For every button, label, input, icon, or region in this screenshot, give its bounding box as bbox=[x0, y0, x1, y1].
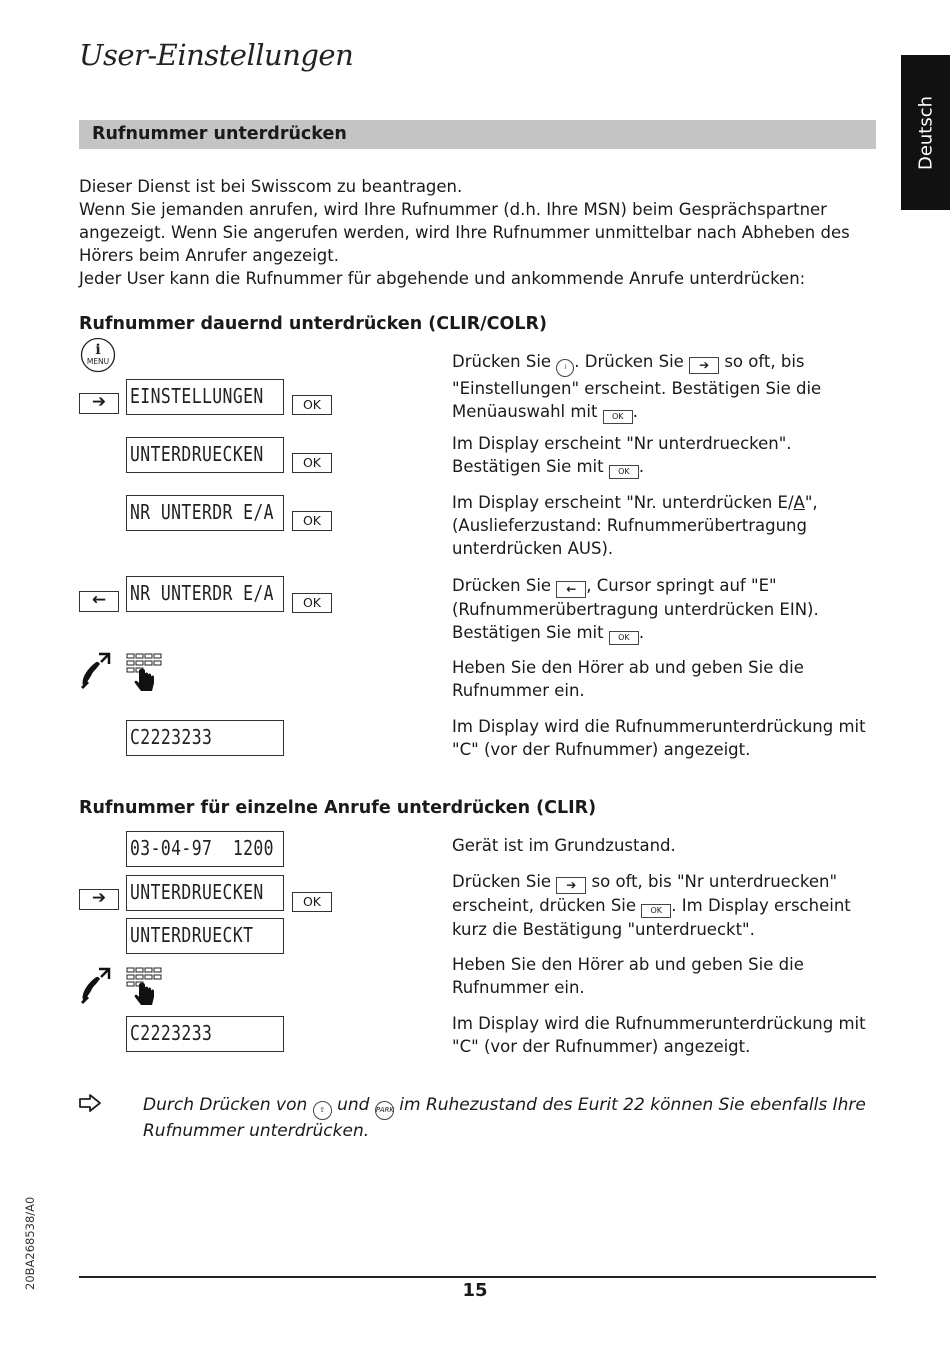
left-arrow-key-icon: ← bbox=[556, 581, 586, 598]
step-line: Menüauswahl mit OK . bbox=[452, 400, 882, 424]
note-hand-pointer-icon bbox=[78, 1093, 102, 1113]
menu-key-icon bbox=[80, 337, 116, 373]
lcd-text: UNTERDRUECKEN bbox=[130, 442, 264, 466]
document-code: 20BA268538/A0 bbox=[23, 1196, 37, 1290]
step-line: Im Display wird die Rufnummerunterdrückung mit bbox=[452, 717, 866, 736]
handset-lift-icon bbox=[79, 651, 115, 691]
step-description bbox=[452, 350, 882, 424]
svg-text:i: i bbox=[95, 342, 101, 358]
page-title: User-Einstellungen bbox=[79, 38, 354, 72]
step-line: unterdrücken AUS). bbox=[452, 539, 614, 558]
intro-line: Dieser Dienst ist bei Swisscom zu beantragen. bbox=[79, 177, 463, 196]
step-line: Im Display erscheint "Nr unterdruecken". bbox=[452, 434, 792, 453]
note-line: Durch Drücken von ⇧ und PARK im Ruhezustand des Eurit 22 können Sie ebenfalls Ihre bbox=[143, 1094, 883, 1120]
section-heading-bar bbox=[79, 120, 876, 149]
step-line: (Auslieferzustand: Rufnummerübertragung bbox=[452, 516, 807, 535]
page-number: 15 bbox=[462, 1280, 488, 1301]
footer-divider bbox=[79, 1276, 876, 1278]
lcd-text: EINSTELLUNGEN bbox=[130, 384, 264, 408]
step-line: kurz die Bestätigung "unterdrueckt". bbox=[452, 920, 755, 939]
right-arrow-key[interactable]: ➔ bbox=[79, 393, 119, 414]
lcd-display bbox=[126, 437, 284, 473]
step-line: erscheint, drücken Sie OK . Im Display erscheint bbox=[452, 894, 882, 918]
handset-lift-icon bbox=[79, 966, 115, 1006]
step-description bbox=[452, 432, 882, 479]
svg-text:MENU: MENU bbox=[86, 357, 110, 366]
ok-key-icon: OK bbox=[641, 904, 671, 918]
step-line: "C" (vor der Rufnummer) angezeigt. bbox=[452, 740, 751, 759]
step-description bbox=[452, 953, 882, 999]
step-description bbox=[452, 715, 882, 761]
up-arrow-key-icon: ⇧ bbox=[313, 1101, 332, 1120]
park-key-icon: PARK bbox=[375, 1101, 394, 1120]
right-arrow-key[interactable]: ➔ bbox=[79, 889, 119, 910]
intro-line: Wenn Sie jemanden anrufen, wird Ihre Rufnummer (d.h. Ihre MSN) beim Gesprächspartner bbox=[79, 200, 827, 219]
right-arrow-key-icon: ➔ bbox=[556, 877, 586, 894]
ok-key[interactable]: OK bbox=[292, 511, 332, 531]
subheading-clir: Rufnummer für einzelne Anrufe unterdrücken (CLIR) bbox=[79, 798, 597, 818]
intro-line: Jeder User kann die Rufnummer für abgehende und ankommende Anrufe unterdrücken: bbox=[79, 269, 806, 288]
step-line: Bestätigen Sie mit OK . bbox=[452, 621, 882, 645]
intro-paragraph bbox=[79, 175, 879, 290]
step-line: "Einstellungen" erscheint. Bestätigen Sie die bbox=[452, 379, 822, 398]
lcd-display bbox=[126, 576, 284, 612]
lcd-text: 03-04-97 1200 bbox=[130, 836, 274, 860]
lcd-text: UNTERDRUECKEN bbox=[130, 880, 264, 904]
step-line: Rufnummer ein. bbox=[452, 681, 585, 700]
step-line: Heben Sie den Hörer ab und geben Sie die bbox=[452, 955, 804, 974]
step-description bbox=[452, 870, 882, 941]
step-line: (Rufnummerübertragung unterdrücken EIN). bbox=[452, 600, 819, 619]
intro-line: Hörers beim Anrufer angezeigt. bbox=[79, 246, 339, 265]
ok-key[interactable]: OK bbox=[292, 395, 332, 415]
keypad-dial-icon bbox=[126, 967, 164, 1007]
keypad-dial-icon bbox=[126, 653, 164, 693]
step-line: Im Display wird die Rufnummerunterdrückung mit bbox=[452, 1014, 866, 1033]
subheading-clir-colr: Rufnummer dauernd unterdrücken (CLIR/COLR) bbox=[79, 314, 547, 334]
lcd-display bbox=[126, 831, 284, 867]
step-line: Bestätigen Sie mit OK . bbox=[452, 455, 882, 479]
step-description bbox=[452, 656, 882, 702]
step-line: Drücken Sie ➔ so oft, bis "Nr unterdruecken" bbox=[452, 872, 838, 892]
lcd-text: C2223233 bbox=[130, 1021, 213, 1045]
intro-line: angezeigt. Wenn Sie angerufen werden, wird Ihre Rufnummer unmittelbar nach Abheben des bbox=[79, 223, 850, 242]
left-arrow-key[interactable]: ← bbox=[79, 591, 119, 612]
lcd-display bbox=[126, 379, 284, 415]
step-line: Im Display erscheint "Nr. unterdrücken E/A", bbox=[452, 493, 818, 512]
ok-key-icon: OK bbox=[609, 631, 639, 645]
lcd-display bbox=[126, 1016, 284, 1052]
step-line: Drücken Sie ← , Cursor springt auf "E" bbox=[452, 576, 777, 596]
lcd-display bbox=[126, 918, 284, 954]
language-tab-label: Deutsch bbox=[915, 95, 936, 170]
language-tab bbox=[901, 55, 950, 210]
note-line: Rufnummer unterdrücken. bbox=[143, 1121, 370, 1141]
step-description bbox=[452, 1012, 882, 1058]
lcd-display bbox=[126, 495, 284, 531]
step-line: "C" (vor der Rufnummer) angezeigt. bbox=[452, 1037, 751, 1056]
lcd-text: UNTERDRUECKT bbox=[130, 923, 254, 947]
step-line: Heben Sie den Hörer ab und geben Sie die bbox=[452, 658, 804, 677]
ok-key[interactable]: OK bbox=[292, 453, 332, 473]
ok-key-icon: OK bbox=[603, 410, 633, 424]
step-description bbox=[452, 574, 882, 645]
ok-key[interactable]: OK bbox=[292, 892, 332, 912]
step-line: Gerät ist im Grundzustand. bbox=[452, 836, 676, 855]
step-description bbox=[452, 834, 882, 857]
section-title: Rufnummer unterdrücken bbox=[92, 124, 347, 144]
lcd-display bbox=[126, 720, 284, 756]
lcd-display bbox=[126, 875, 284, 911]
lcd-text: NR UNTERDR E/A bbox=[130, 581, 274, 605]
step-description bbox=[452, 491, 882, 560]
ok-key[interactable]: OK bbox=[292, 593, 332, 613]
step-line: Rufnummer ein. bbox=[452, 978, 585, 997]
note-text bbox=[143, 1094, 883, 1143]
ok-key-icon: OK bbox=[609, 465, 639, 479]
menu-key-icon: i bbox=[556, 359, 574, 377]
right-arrow-key-icon: ➔ bbox=[689, 357, 719, 374]
lcd-text: C2223233 bbox=[130, 725, 213, 749]
lcd-text: NR UNTERDR E/A bbox=[130, 500, 274, 524]
step-line: Drücken Sie i . Drücken Sie ➔ so oft, bis bbox=[452, 350, 882, 377]
